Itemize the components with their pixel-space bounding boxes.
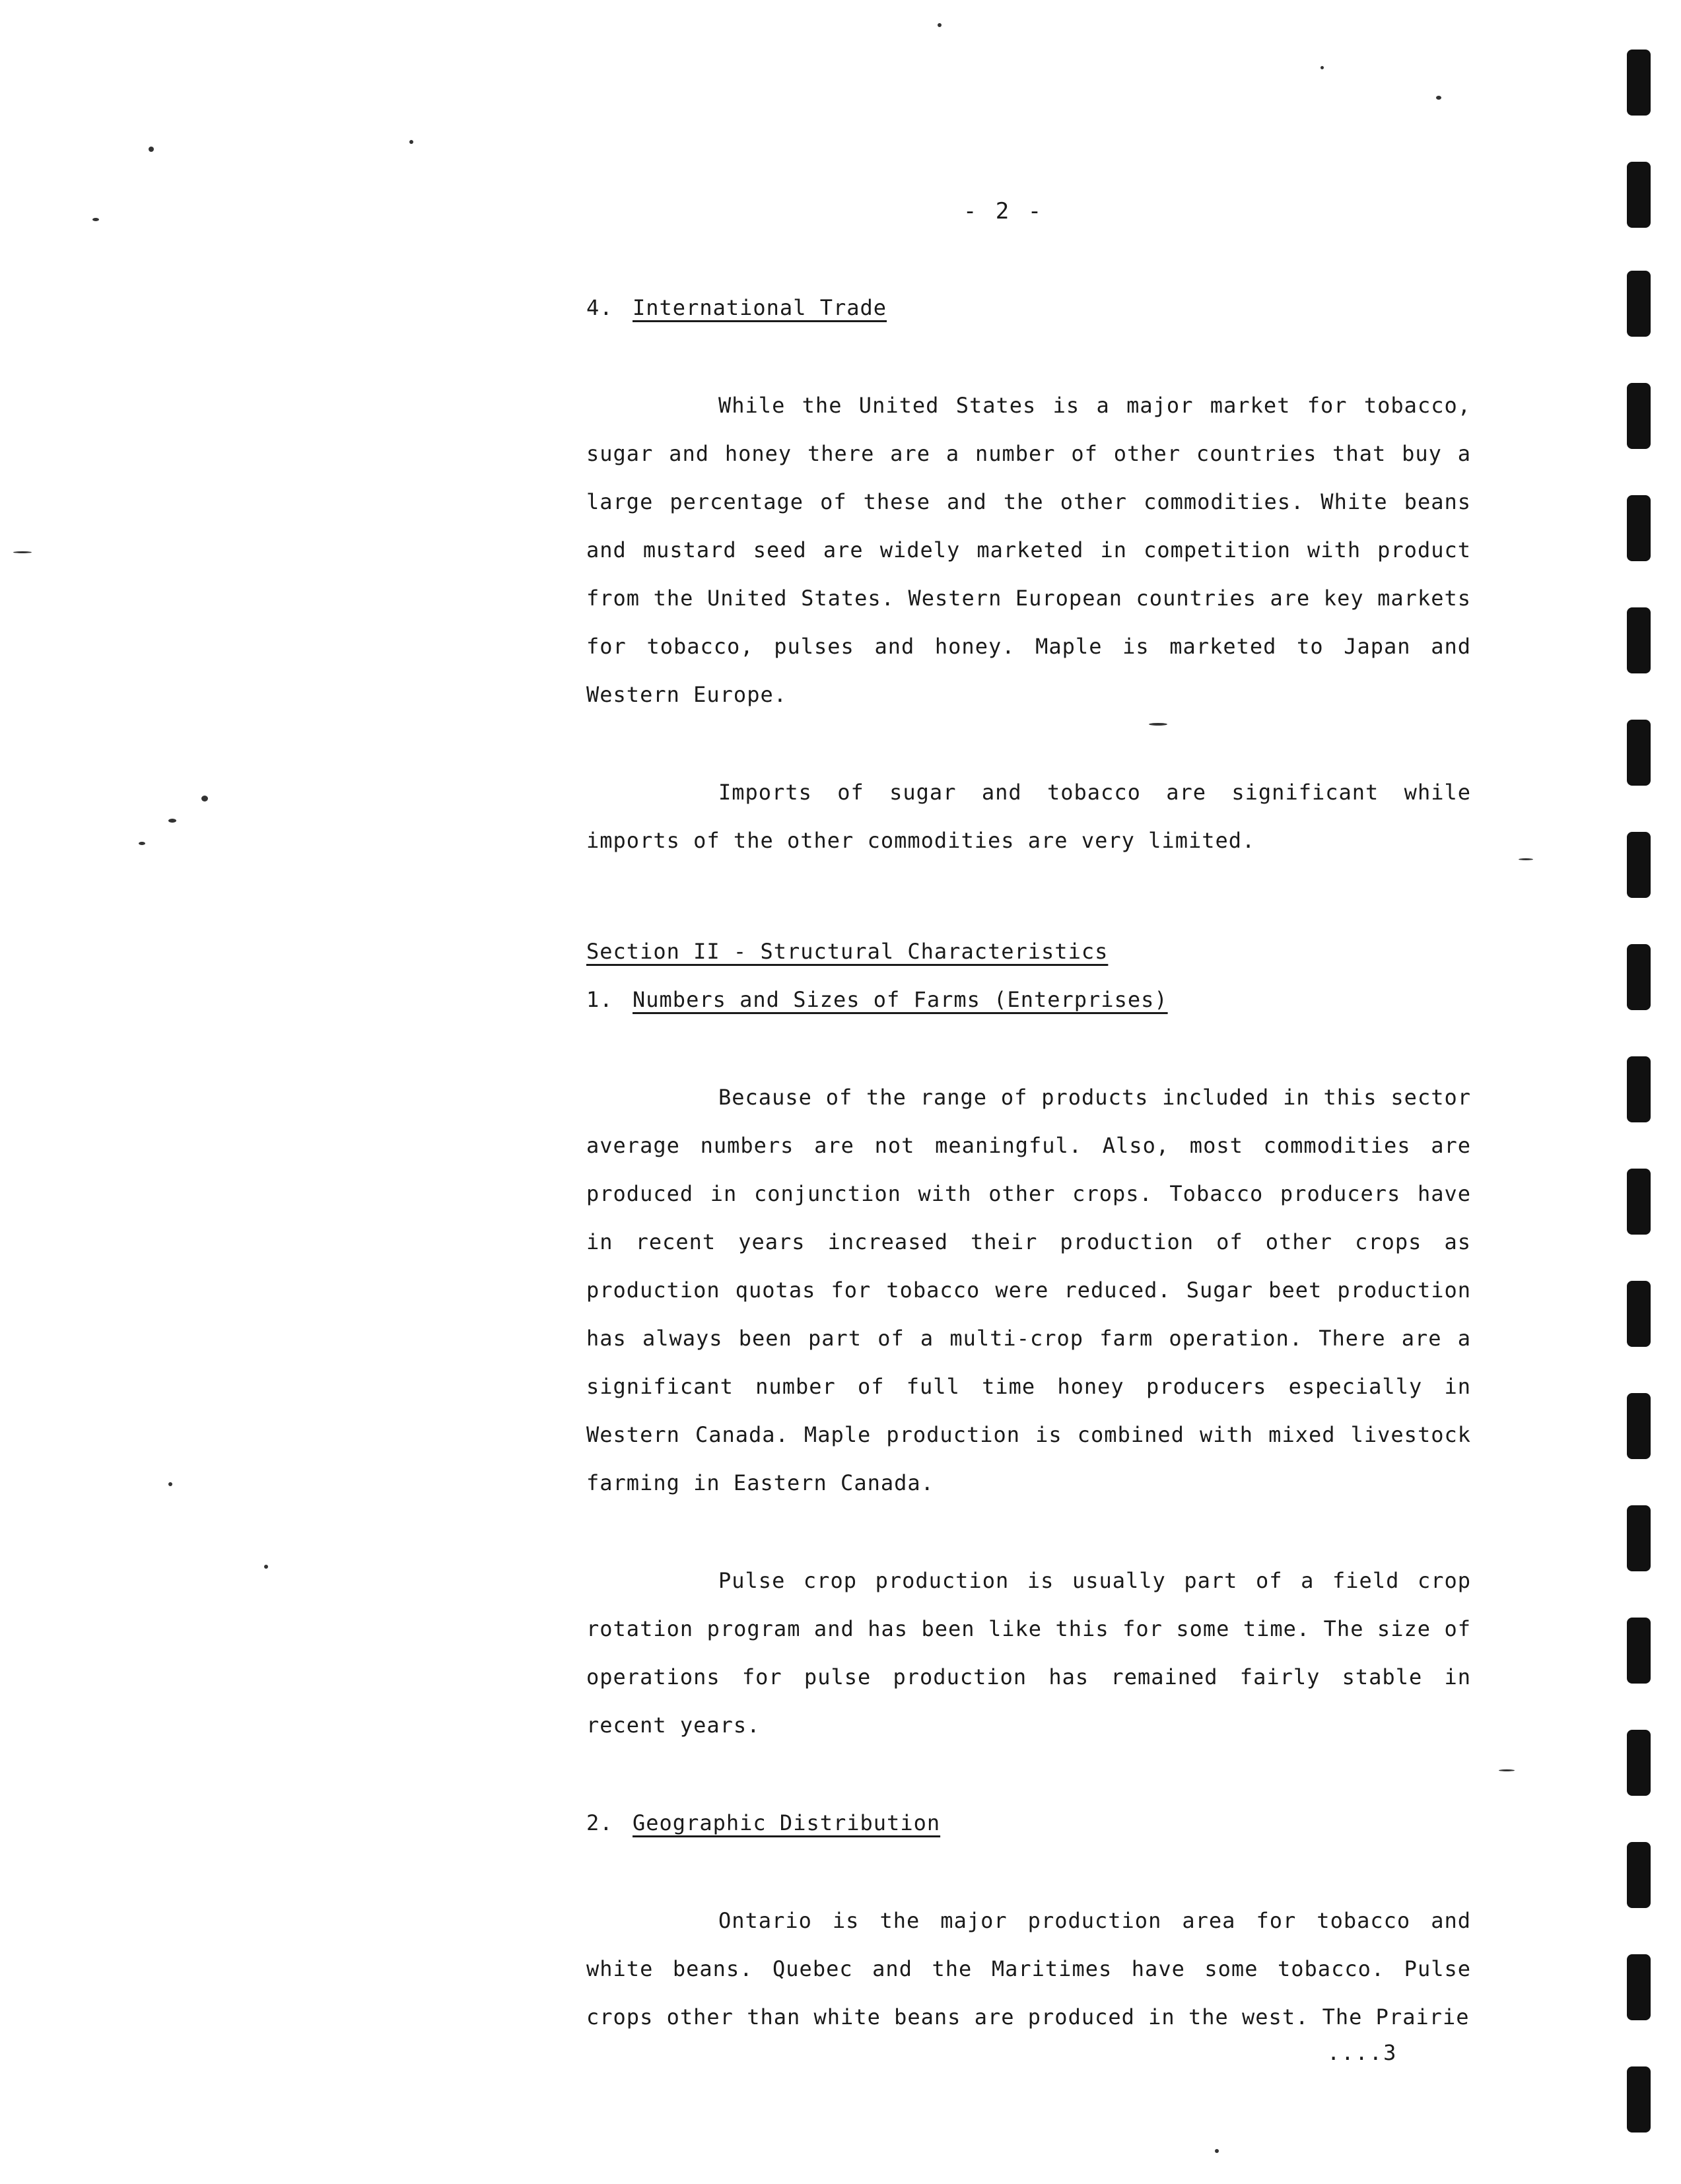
section-heading-international-trade <box>586 284 1471 332</box>
binding-hole <box>1627 607 1651 673</box>
heading-title: International Trade <box>633 295 887 320</box>
binding-hole <box>1627 944 1651 1010</box>
section-heading-geographic-distribution <box>586 1799 1471 1847</box>
scan-speck <box>1215 2149 1219 2153</box>
binding-hole <box>1627 271 1651 337</box>
binding-hole <box>1627 1505 1651 1571</box>
scan-speck <box>1519 858 1533 860</box>
paragraph-imports: Imports of sugar and tobacco are significant while imports of the other commodities are very limited. <box>586 780 1471 853</box>
scan-speck <box>168 1482 172 1486</box>
scan-speck <box>1436 96 1441 100</box>
binding-hole <box>1627 1281 1651 1347</box>
scan-speck <box>149 147 154 152</box>
binding-hole <box>1627 495 1651 561</box>
paragraph-farm-numbers: Because of the range of products included in this sector average numbers are not meaningful. Also, most commodities are produced in conjunction with other crops. Tobacco producers have in recent years increased their production of other crops as production quotas for tobacco were reduced. Sugar beet production has always been part of a multi-crop farm operation. There are a significant number of full time honey producers especially in Western Canada. Maple production is combined with mixed livestock farming in Eastern Canada. <box>586 1085 1471 1495</box>
scan-speck <box>13 551 32 553</box>
binding-hole <box>1627 383 1651 449</box>
binding-hole <box>1627 50 1651 116</box>
binding-hole <box>1627 1730 1651 1796</box>
scan-speck <box>1149 723 1167 726</box>
scan-speck <box>264 1565 268 1569</box>
paragraph-international-trade: While the United States is a major market for tobacco, sugar and honey there are a number of other countries that buy a large percentage of these and the other commodities. White beans and mustard seed are widely marketed in competition with product from the United States. Western European countries are key markets for tobacco, pulses and honey. Maple is marketed to Japan and Western Europe. <box>586 393 1471 707</box>
heading-title: Numbers and Sizes of Farms (Enterprises) <box>633 987 1168 1012</box>
continued-marker: ....3 <box>1327 2040 1398 2065</box>
scan-speck <box>139 842 145 845</box>
scan-speck <box>201 796 208 802</box>
document-body <box>586 284 1471 2041</box>
binding-hole <box>1627 832 1651 898</box>
heading-number: 2. <box>586 1810 613 1835</box>
paragraph-pulse-crops: Pulse crop production is usually part of a field crop rotation program and has been like this for some time. The size of operations for pulse production has remained fairly stable in recent years. <box>586 1568 1471 1738</box>
binding-hole <box>1627 1169 1651 1235</box>
heading-title: Geographic Distribution <box>633 1810 941 1835</box>
binding-hole <box>1627 1842 1651 1908</box>
binding-hole <box>1627 1954 1651 2020</box>
heading-number: 4. <box>586 295 613 320</box>
binding-holes <box>1627 0 1660 2184</box>
binding-hole <box>1627 2066 1651 2133</box>
scan-speck <box>1499 1769 1515 1771</box>
heading-number: 1. <box>586 987 613 1012</box>
binding-hole <box>1627 1056 1651 1122</box>
scan-speck <box>1321 66 1324 69</box>
binding-hole <box>1627 1618 1651 1684</box>
heading-title: Section II - Structural Characteristics <box>586 939 1109 964</box>
binding-hole <box>1627 720 1651 786</box>
paragraph-geographic: Ontario is the major production area for tobacco and white beans. Quebec and the Maritimes have some tobacco. Pulse crops other than white beans are produced in the west. The Prairie <box>586 1908 1471 2030</box>
section-heading-numbers-and-sizes <box>586 976 1471 1024</box>
binding-hole <box>1627 1393 1651 1459</box>
page-number: - 2 - <box>963 198 1045 224</box>
binding-hole <box>1627 162 1651 228</box>
scan-speck <box>168 819 176 823</box>
section-heading-structural-characteristics <box>586 928 1471 976</box>
scan-speck <box>92 218 99 221</box>
scan-speck <box>409 140 413 144</box>
scan-speck <box>938 23 942 27</box>
